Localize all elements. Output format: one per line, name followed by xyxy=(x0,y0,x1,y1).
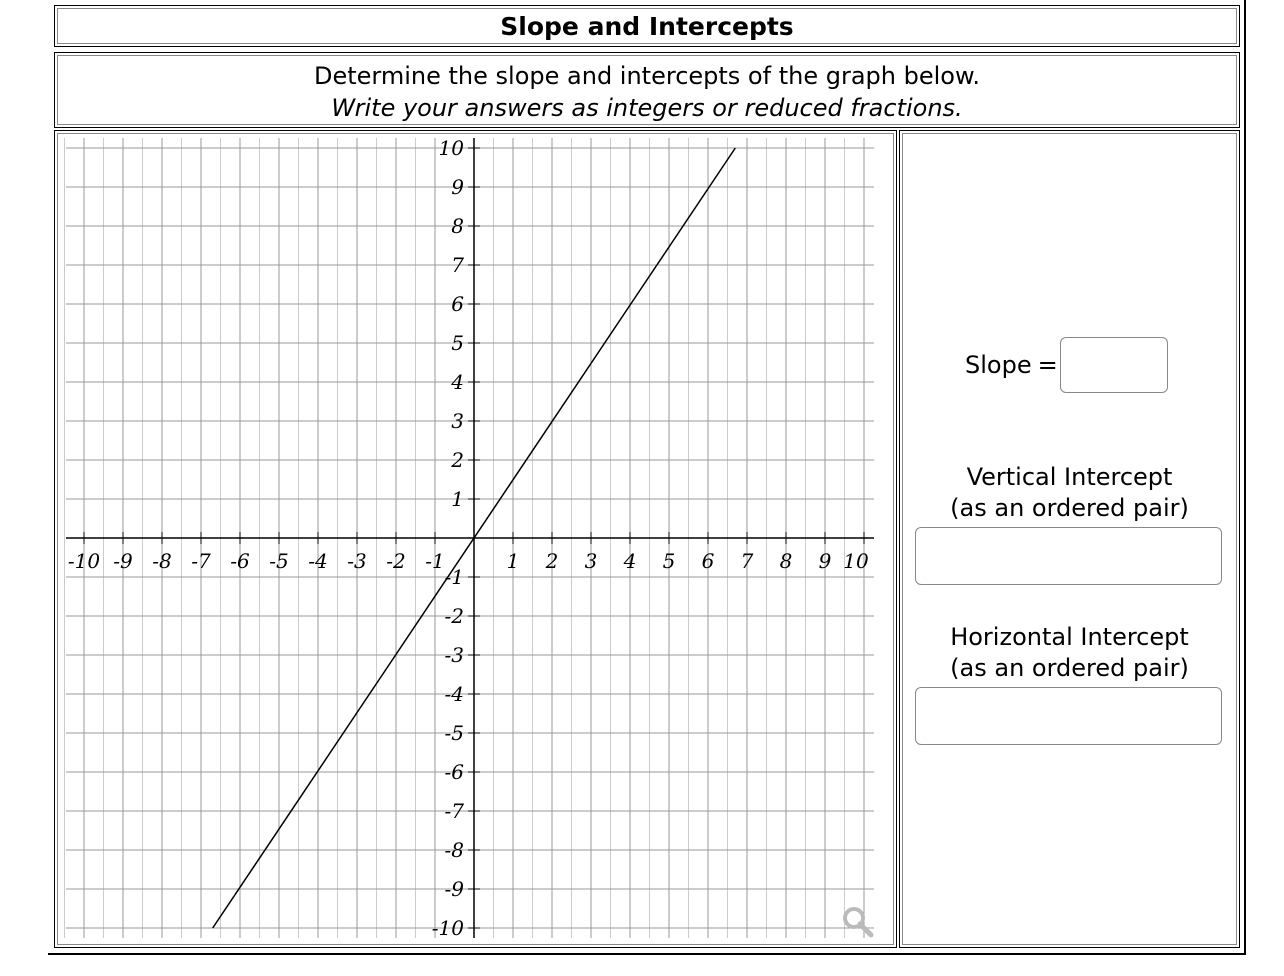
x-tick-label: -2 xyxy=(386,549,406,573)
y-tick-label: -8 xyxy=(444,838,464,862)
x-tick-label: -7 xyxy=(191,549,211,573)
horizontal-intercept-caption xyxy=(900,622,1239,684)
y-tick-label: -9 xyxy=(444,877,464,901)
vertical-intercept-caption xyxy=(900,462,1239,524)
x-tick-label: -10 xyxy=(67,549,101,573)
x-tick-label: 4 xyxy=(623,549,637,573)
y-tick-label: -5 xyxy=(444,721,464,745)
x-tick-label: 1 xyxy=(506,549,520,573)
x-tick-label: -3 xyxy=(347,549,367,573)
x-tick-label: 9 xyxy=(818,549,832,573)
slope-label: Slope xyxy=(965,351,1032,379)
slope-row xyxy=(965,336,1168,394)
x-tick-label: -9 xyxy=(113,549,133,573)
x-tick-label: -5 xyxy=(269,549,289,573)
y-tick-label: 7 xyxy=(451,253,464,277)
vertical-intercept-input[interactable] xyxy=(915,527,1222,585)
x-tick-label: -8 xyxy=(152,549,172,573)
x-tick-label: 10 xyxy=(843,549,869,573)
x-tick-label: 2 xyxy=(545,549,559,573)
magnifier-icon[interactable] xyxy=(840,904,876,940)
y-tick-label: 3 xyxy=(451,409,464,433)
x-tick-label: -6 xyxy=(230,549,250,573)
y-tick-label: -1 xyxy=(444,565,464,589)
y-tick-label: 5 xyxy=(451,331,464,355)
y-tick-label: 8 xyxy=(451,214,464,238)
x-tick-label: 5 xyxy=(662,549,676,573)
y-tick-label: -3 xyxy=(444,643,464,667)
y-tick-label: -7 xyxy=(444,799,464,823)
slope-input[interactable] xyxy=(1060,337,1168,393)
x-tick-label: 6 xyxy=(701,549,715,573)
y-tick-label: -2 xyxy=(444,604,464,628)
x-tick-label: -1 xyxy=(425,549,445,573)
vertical-intercept-caption-line-1: Vertical Intercept xyxy=(966,463,1173,491)
x-tick-label: 3 xyxy=(584,549,598,573)
y-tick-label: 1 xyxy=(451,487,464,511)
equals-sign: = xyxy=(1037,351,1058,379)
y-tick-label: -6 xyxy=(444,760,464,784)
instructions-line-1: Determine the slope and intercepts of the graph below. xyxy=(314,62,980,90)
horizontal-intercept-caption-line-2: (as an ordered pair) xyxy=(950,654,1189,682)
x-tick-label: 8 xyxy=(779,549,793,573)
y-tick-label: -4 xyxy=(444,682,464,706)
y-tick-label: 2 xyxy=(451,448,464,472)
horizontal-intercept-input[interactable] xyxy=(915,687,1222,745)
y-tick-label: -10 xyxy=(431,916,464,940)
y-tick-label: 9 xyxy=(451,175,464,199)
horizontal-intercept-caption-line-1: Horizontal Intercept xyxy=(950,623,1189,651)
y-tick-label: 10 xyxy=(438,136,464,160)
instructions-line-2: Write your answers as integers or reduced fractions. xyxy=(331,94,963,122)
problem-title-text: Slope and Intercepts xyxy=(500,11,794,41)
y-tick-label: 6 xyxy=(451,292,464,316)
x-tick-label: -4 xyxy=(308,549,328,573)
vertical-intercept-caption-line-2: (as an ordered pair) xyxy=(950,494,1189,522)
y-tick-label: 4 xyxy=(451,370,464,394)
x-tick-label: 7 xyxy=(740,549,754,573)
